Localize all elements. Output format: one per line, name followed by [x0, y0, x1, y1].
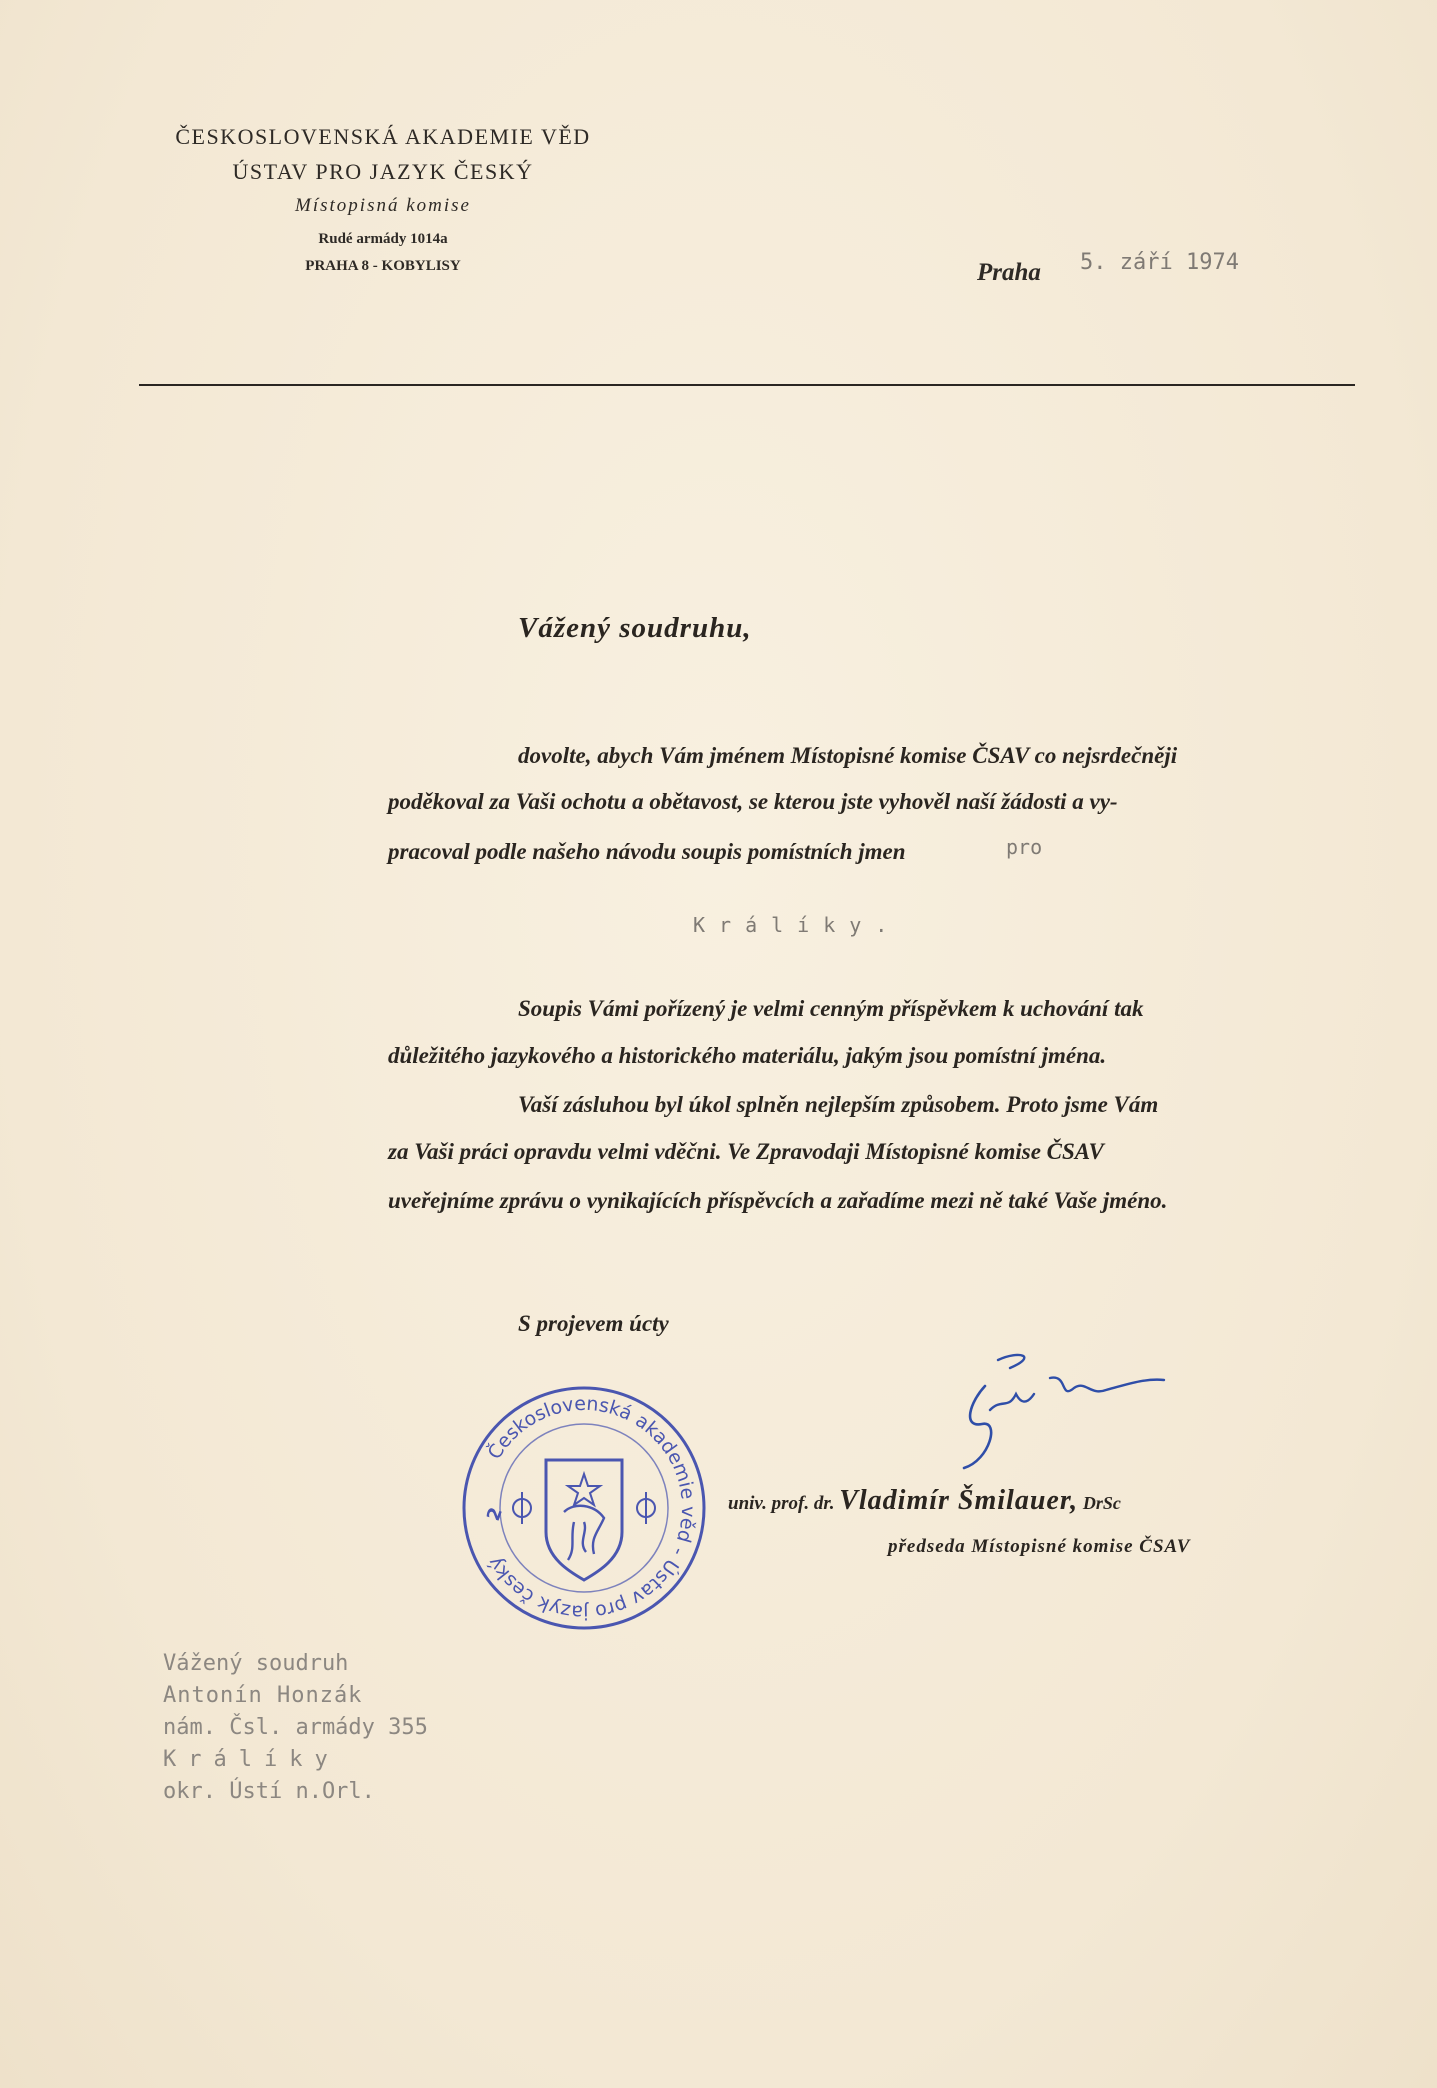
- recipient-line5: okr. Ústí n.Orl.: [163, 1779, 375, 1804]
- typed-place: Králíky.: [693, 913, 902, 937]
- typed-pro: pro: [1006, 835, 1043, 859]
- p2-line2: důležitého jazykového a historického materiálu, jakým jsou pomístní jména.: [388, 1043, 1107, 1068]
- letterhead-city: PRAHA 8 - KOBYLISY: [305, 258, 461, 274]
- recipient-line1: Vážený soudruh: [163, 1651, 349, 1676]
- p2-line1: Soupis Vámi pořízený je velmi cenným příspěvkem k uchování tak: [518, 996, 1144, 1021]
- recipient-line3: nám. Čsl. armády 355: [163, 1715, 428, 1740]
- salutation: Vážený soudruhu,: [518, 612, 752, 644]
- stamp-number: 2: [482, 1504, 507, 1524]
- letterhead-institute: ÚSTAV PRO JAZYK ČESKÝ: [232, 159, 534, 184]
- letterhead-street: Rudé armády 1014a: [318, 231, 448, 247]
- header-divider: [139, 384, 1355, 386]
- dateline-date: 5. září 1974: [1080, 250, 1239, 275]
- p3-line2: za Vaši práci opravdu velmi vděčni. Ve Zpravodaji Místopisné komise ČSAV: [388, 1139, 1104, 1164]
- closing: S projevem úcty: [518, 1311, 669, 1336]
- p3-line3: uveřejníme zprávu o vynikajících příspěvcích a zařadíme mezi ně také Vaše jméno.: [388, 1188, 1168, 1213]
- p1-line1: dovolte, abych Vám jménem Místopisné komise ČSAV co nejsrdečněji: [518, 743, 1178, 768]
- signatory-name: Vladimír Šmilauer,: [839, 1485, 1079, 1516]
- recipient-line4: Králíky: [163, 1747, 340, 1772]
- signatory-title: univ. prof. dr.: [728, 1493, 835, 1514]
- official-stamp: [458, 1382, 710, 1634]
- letterhead-commission: Místopisná komise: [295, 195, 471, 216]
- signatory-degree: DrSc: [1082, 1493, 1121, 1513]
- letterhead-academy: ČESKOSLOVENSKÁ AKADEMIE VĚD: [175, 124, 591, 149]
- signatory-role: předseda Místopisné komise ČSAV: [888, 1536, 1191, 1557]
- p3-line1: Vaší zásluhou byl úkol splněn nejlepším způsobem. Proto jsme Vám: [518, 1092, 1159, 1117]
- signatory-line: [728, 1485, 1121, 1517]
- p1-line2: poděkoval za Vaši ochotu a obětavost, se kterou jste vyhověl naší žádosti a vy-: [388, 789, 1118, 814]
- recipient-address: [163, 1648, 428, 1808]
- handwritten-signature: [950, 1350, 1170, 1470]
- dateline-place: Praha: [977, 259, 1041, 286]
- stamp-text: Československá akademie věd - Ústav pro jazyk český: [483, 1392, 700, 1624]
- recipient-line2: Antonín Honzák: [163, 1683, 363, 1708]
- p1-line3: pracoval podle našeho návodu soupis pomístních jmen: [388, 839, 906, 864]
- letterhead: [138, 124, 628, 275]
